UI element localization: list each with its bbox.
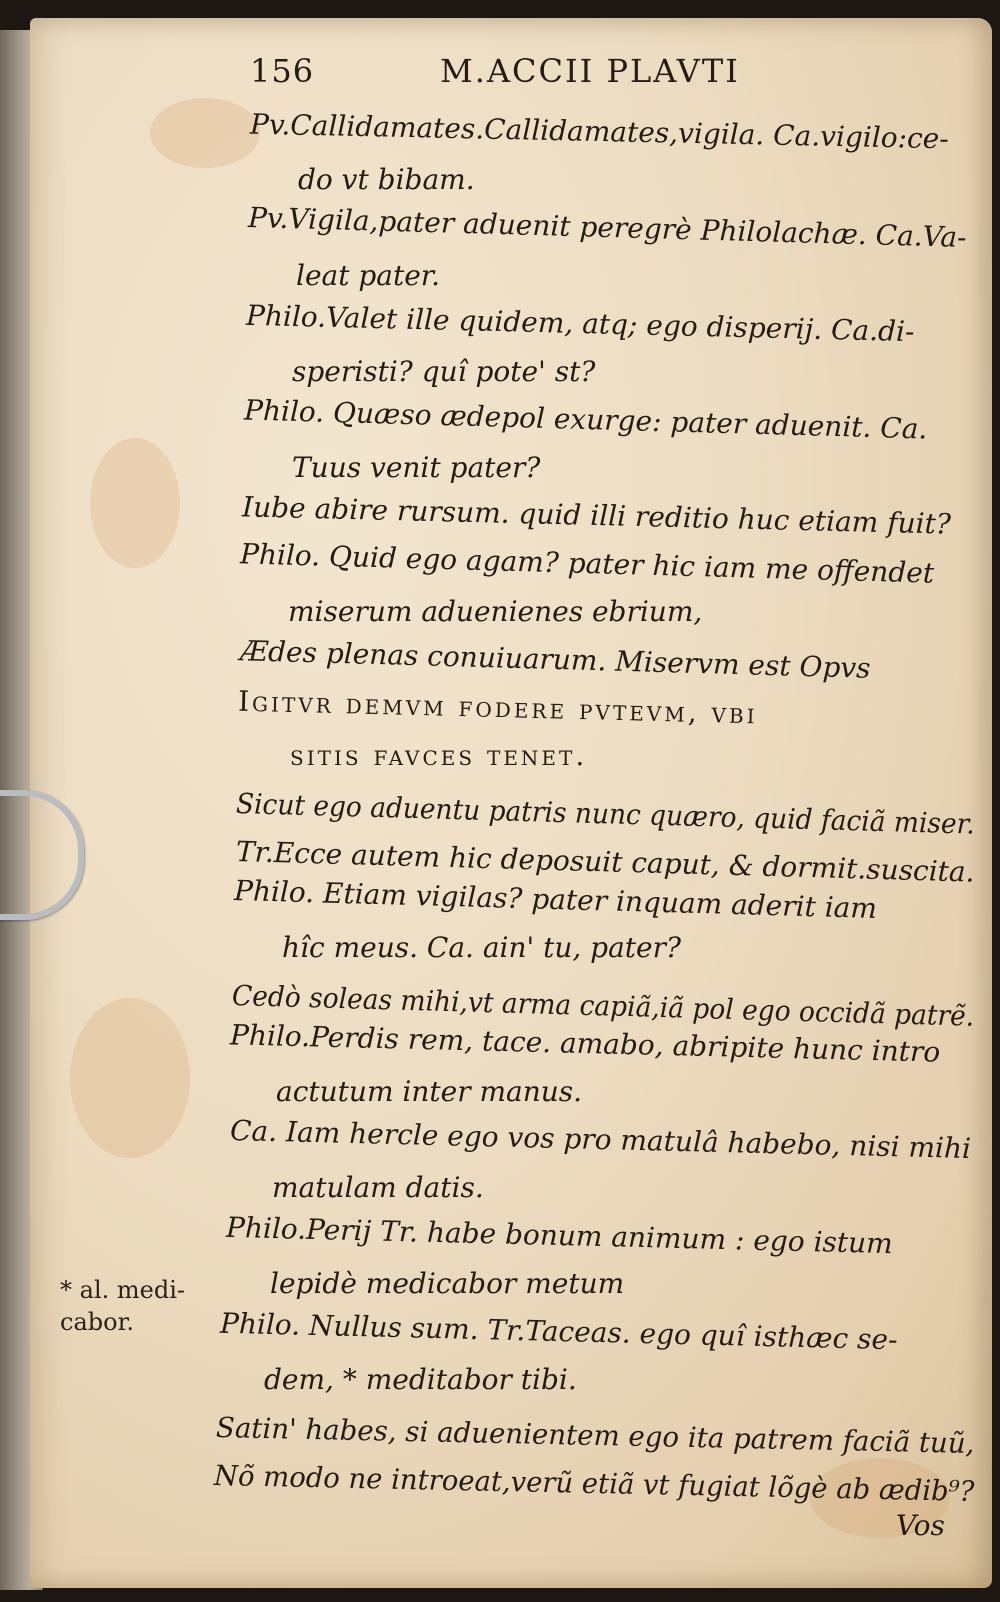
text-line: Pv.Vigila,pater aduenit peregrè Philolachæ. Ca.Va- bbox=[247, 200, 967, 255]
text-line: Philo. Etiam vigilas? pater inquam aderit iam bbox=[233, 874, 878, 925]
text-line: Satin' habes, si aduenientem ego ita patrem faciã tuũ, bbox=[215, 1411, 975, 1460]
running-title: M.ACCII PLAVTI bbox=[440, 52, 740, 90]
text-line: miserum aduenienes ebrium, bbox=[288, 595, 703, 628]
text-line: Cedò soleas mihi,vt arma capiã,iã pol ego occidã patrẽ. bbox=[231, 979, 975, 1033]
text-line: Philo.Perij Tr. habe bonum animum : ego istum bbox=[225, 1210, 894, 1261]
text-line: Tr.Ecce autem hic deposuit caput, & dormit.suscita. bbox=[235, 835, 975, 889]
margin-note-line: cabor. bbox=[60, 1308, 135, 1336]
text-line: sitis favces tenet. bbox=[290, 739, 588, 772]
text-line: Iube abire rursum. quid illi reditio huc etiam fuit? bbox=[241, 490, 952, 541]
text-line: matulam datis. bbox=[272, 1171, 484, 1204]
text-line: Ædes plenas conuiuarum. Miservm est Opvs bbox=[239, 634, 872, 685]
catchword: Vos bbox=[896, 1509, 945, 1542]
text-line: Pv.Callidamates.Callidamates,vigila. Ca.vigilo:ce- bbox=[249, 107, 950, 156]
text-line: Ca. Iam hercle ego vos pro matulâ habebo, nisi mihi bbox=[229, 1113, 972, 1166]
page-number: 156 bbox=[250, 52, 315, 90]
text-line: Philo. Nullus sum. Tr.Taceas. ego quî isthæc se- bbox=[219, 1306, 898, 1357]
text-line: Philo.Valet ille quidem, atq; ego disperij. Ca.di- bbox=[245, 298, 915, 349]
text-line: Igitvr demvm fodere pvtevm, vbi bbox=[237, 684, 759, 731]
text-line: Philo.Perdis rem, tace. amabo, abripite hunc intro bbox=[229, 1018, 941, 1069]
text-line: speristi? quî pote' st? bbox=[292, 355, 596, 388]
text-line: hîc meus. Ca. ain' tu, pater? bbox=[282, 931, 682, 964]
text-line: leat pater. bbox=[296, 259, 441, 292]
text-line: Sicut ego aduentu patris nunc quæro, quid faciã miser. bbox=[235, 787, 976, 841]
margin-note-line: * al. medi- bbox=[60, 1276, 185, 1304]
text-line: Nõ modo ne introeat,verũ etiã vt fugiat lõgè ab ædib⁹? bbox=[213, 1459, 975, 1508]
text-line: Tuus venit pater? bbox=[292, 451, 541, 484]
text-line: Philo. Quid ego agam? pater hic iam me offendet bbox=[239, 537, 935, 590]
text-line: do vt bibam. bbox=[298, 163, 475, 196]
text-line: lepidè medicabor metum bbox=[270, 1267, 625, 1300]
text-line: dem, * meditabor tibi. bbox=[264, 1363, 577, 1396]
text-line: actutum inter manus. bbox=[276, 1075, 583, 1108]
text-line: Philo. Quæso ædepol exurge: pater aduenit. Ca. bbox=[243, 393, 928, 446]
